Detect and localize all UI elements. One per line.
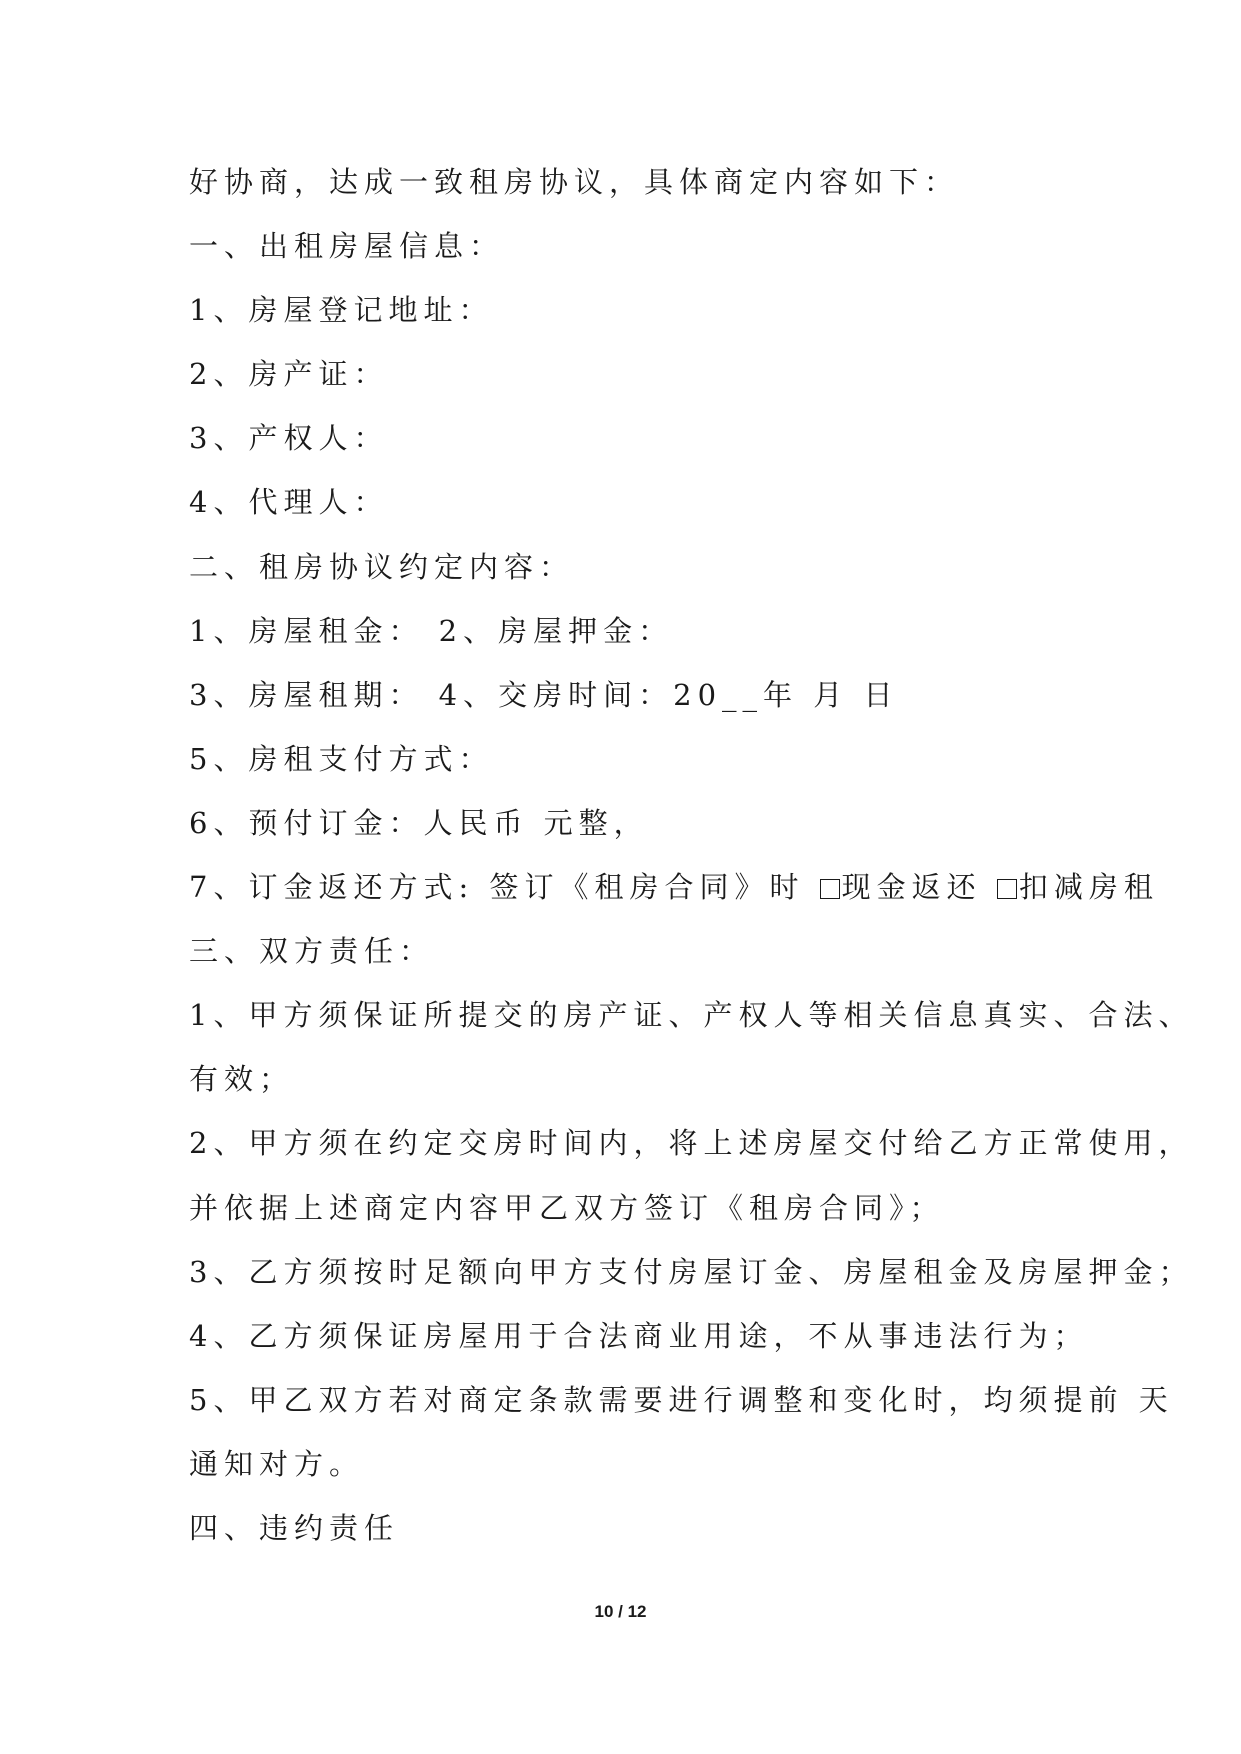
deposit-return-prefix: 7、订金返还方式: 签订《租房合同》时 xyxy=(189,870,820,904)
section-heading: 四、违约责任 xyxy=(189,1511,400,1545)
text-line: 好协商，达成一致租房协议，具体商定内容如下： xyxy=(189,165,960,199)
section-heading: 二、租房协议约定内容： xyxy=(189,550,575,584)
text-line: 2、房产证： xyxy=(189,357,389,391)
page-number: 10 / 12 xyxy=(594,1602,647,1621)
deduct-rent-checkbox xyxy=(997,879,1017,899)
cash-return-checkbox xyxy=(820,879,840,899)
text-line: 2、甲方须在约定交房时间内，将上述房屋交付给乙方正常使用， xyxy=(189,1126,1194,1160)
text-line: 并依据上述商定内容甲乙双方签订《租房合同》； xyxy=(189,1191,945,1225)
text-line: 6、预付订金：人民币 元整， xyxy=(189,806,649,840)
text-line: 通知对方。 xyxy=(189,1447,365,1481)
section-heading: 三、双方责任： xyxy=(189,934,435,968)
text-line: 3、乙方须按时足额向甲方支付房屋订金、房屋租金及房屋押金； xyxy=(189,1255,1194,1289)
text-line: 1、甲方须保证所提交的房产证、产权人等相关信息真实、合法、 xyxy=(189,998,1194,1032)
text-line: 3、产权人： xyxy=(189,421,389,455)
text-line: 4、乙方须保证房屋用于合法商业用途，不从事违法行为； xyxy=(189,1319,1089,1353)
text-line: 1、房屋租金： 2、房屋押金： xyxy=(189,614,674,648)
text-line: 有效； xyxy=(189,1062,295,1096)
text-line: 1、房屋登记地址： xyxy=(189,293,494,327)
deposit-return-line xyxy=(189,869,1159,905)
text-line: 5、房租支付方式： xyxy=(189,742,494,776)
section-heading: 一、出租房屋信息： xyxy=(189,229,505,263)
deduct-rent-label: 扣减房租 xyxy=(1018,870,1159,904)
text-line: 4、代理人： xyxy=(189,485,389,519)
text-line: 5、甲乙双方若对商定条款需要进行调整和变化时，均须提前 天 xyxy=(189,1383,1174,1417)
cash-return-label: 现金返还 xyxy=(841,870,982,904)
text-line: 3、房屋租期： 4、交房时间：20__年 月 日 xyxy=(189,678,899,712)
